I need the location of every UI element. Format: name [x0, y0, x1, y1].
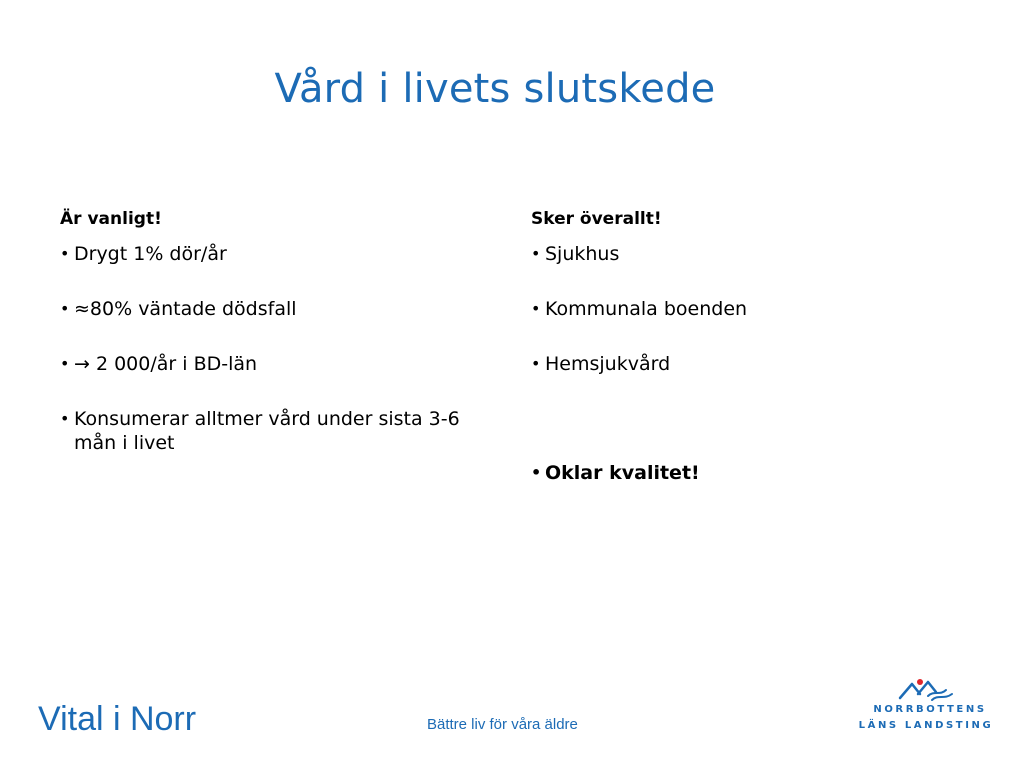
left-column — [60, 208, 500, 455]
bullet-icon: • — [531, 463, 542, 482]
bullet-icon: • — [60, 354, 70, 373]
list-item — [60, 242, 500, 266]
bullet-text: Oklar kvalitet! — [545, 462, 700, 484]
logo-text-line2: LÄNS LANDSTING — [858, 720, 994, 731]
left-bullet-list — [60, 242, 500, 455]
bullet-text: ≈80% väntade dödsfall — [74, 298, 297, 320]
bullet-text: Konsumerar alltmer vård under sista 3-6 mån i livet — [74, 408, 460, 454]
right-bullet-list — [531, 242, 971, 485]
bullet-icon: • — [531, 299, 541, 318]
bullet-text: Sjukhus — [545, 243, 620, 265]
footer-brand: Vital i Norr — [38, 700, 197, 738]
logo-text-line1: NORRBOTTENS — [873, 704, 987, 715]
bullet-text: → 2 000/år i BD-län — [74, 353, 258, 375]
list-item — [60, 297, 500, 321]
bullet-icon: • — [60, 409, 70, 428]
list-item — [60, 352, 500, 376]
right-column-heading: Sker överallt! — [531, 209, 662, 229]
slide-title: Vård i livets slutskede — [274, 66, 716, 112]
list-item — [531, 352, 971, 376]
right-column — [531, 208, 971, 485]
bullet-text: Kommunala boenden — [545, 298, 748, 320]
bullet-text: Drygt 1% dör/år — [74, 243, 227, 265]
list-item — [531, 297, 971, 321]
bullet-icon: • — [60, 299, 70, 318]
footer-tagline: Bättre liv för våra äldre — [427, 716, 578, 733]
bullet-icon: • — [60, 244, 70, 263]
list-item — [531, 242, 971, 266]
list-item — [60, 407, 500, 455]
logo-mark-icon — [896, 676, 956, 702]
left-column-heading: Är vanligt! — [60, 209, 162, 229]
landsting-logo — [856, 676, 996, 736]
bullet-text: Hemsjukvård — [545, 353, 671, 375]
list-item — [531, 461, 971, 485]
bullet-icon: • — [531, 354, 541, 373]
bullet-icon: • — [531, 244, 541, 263]
